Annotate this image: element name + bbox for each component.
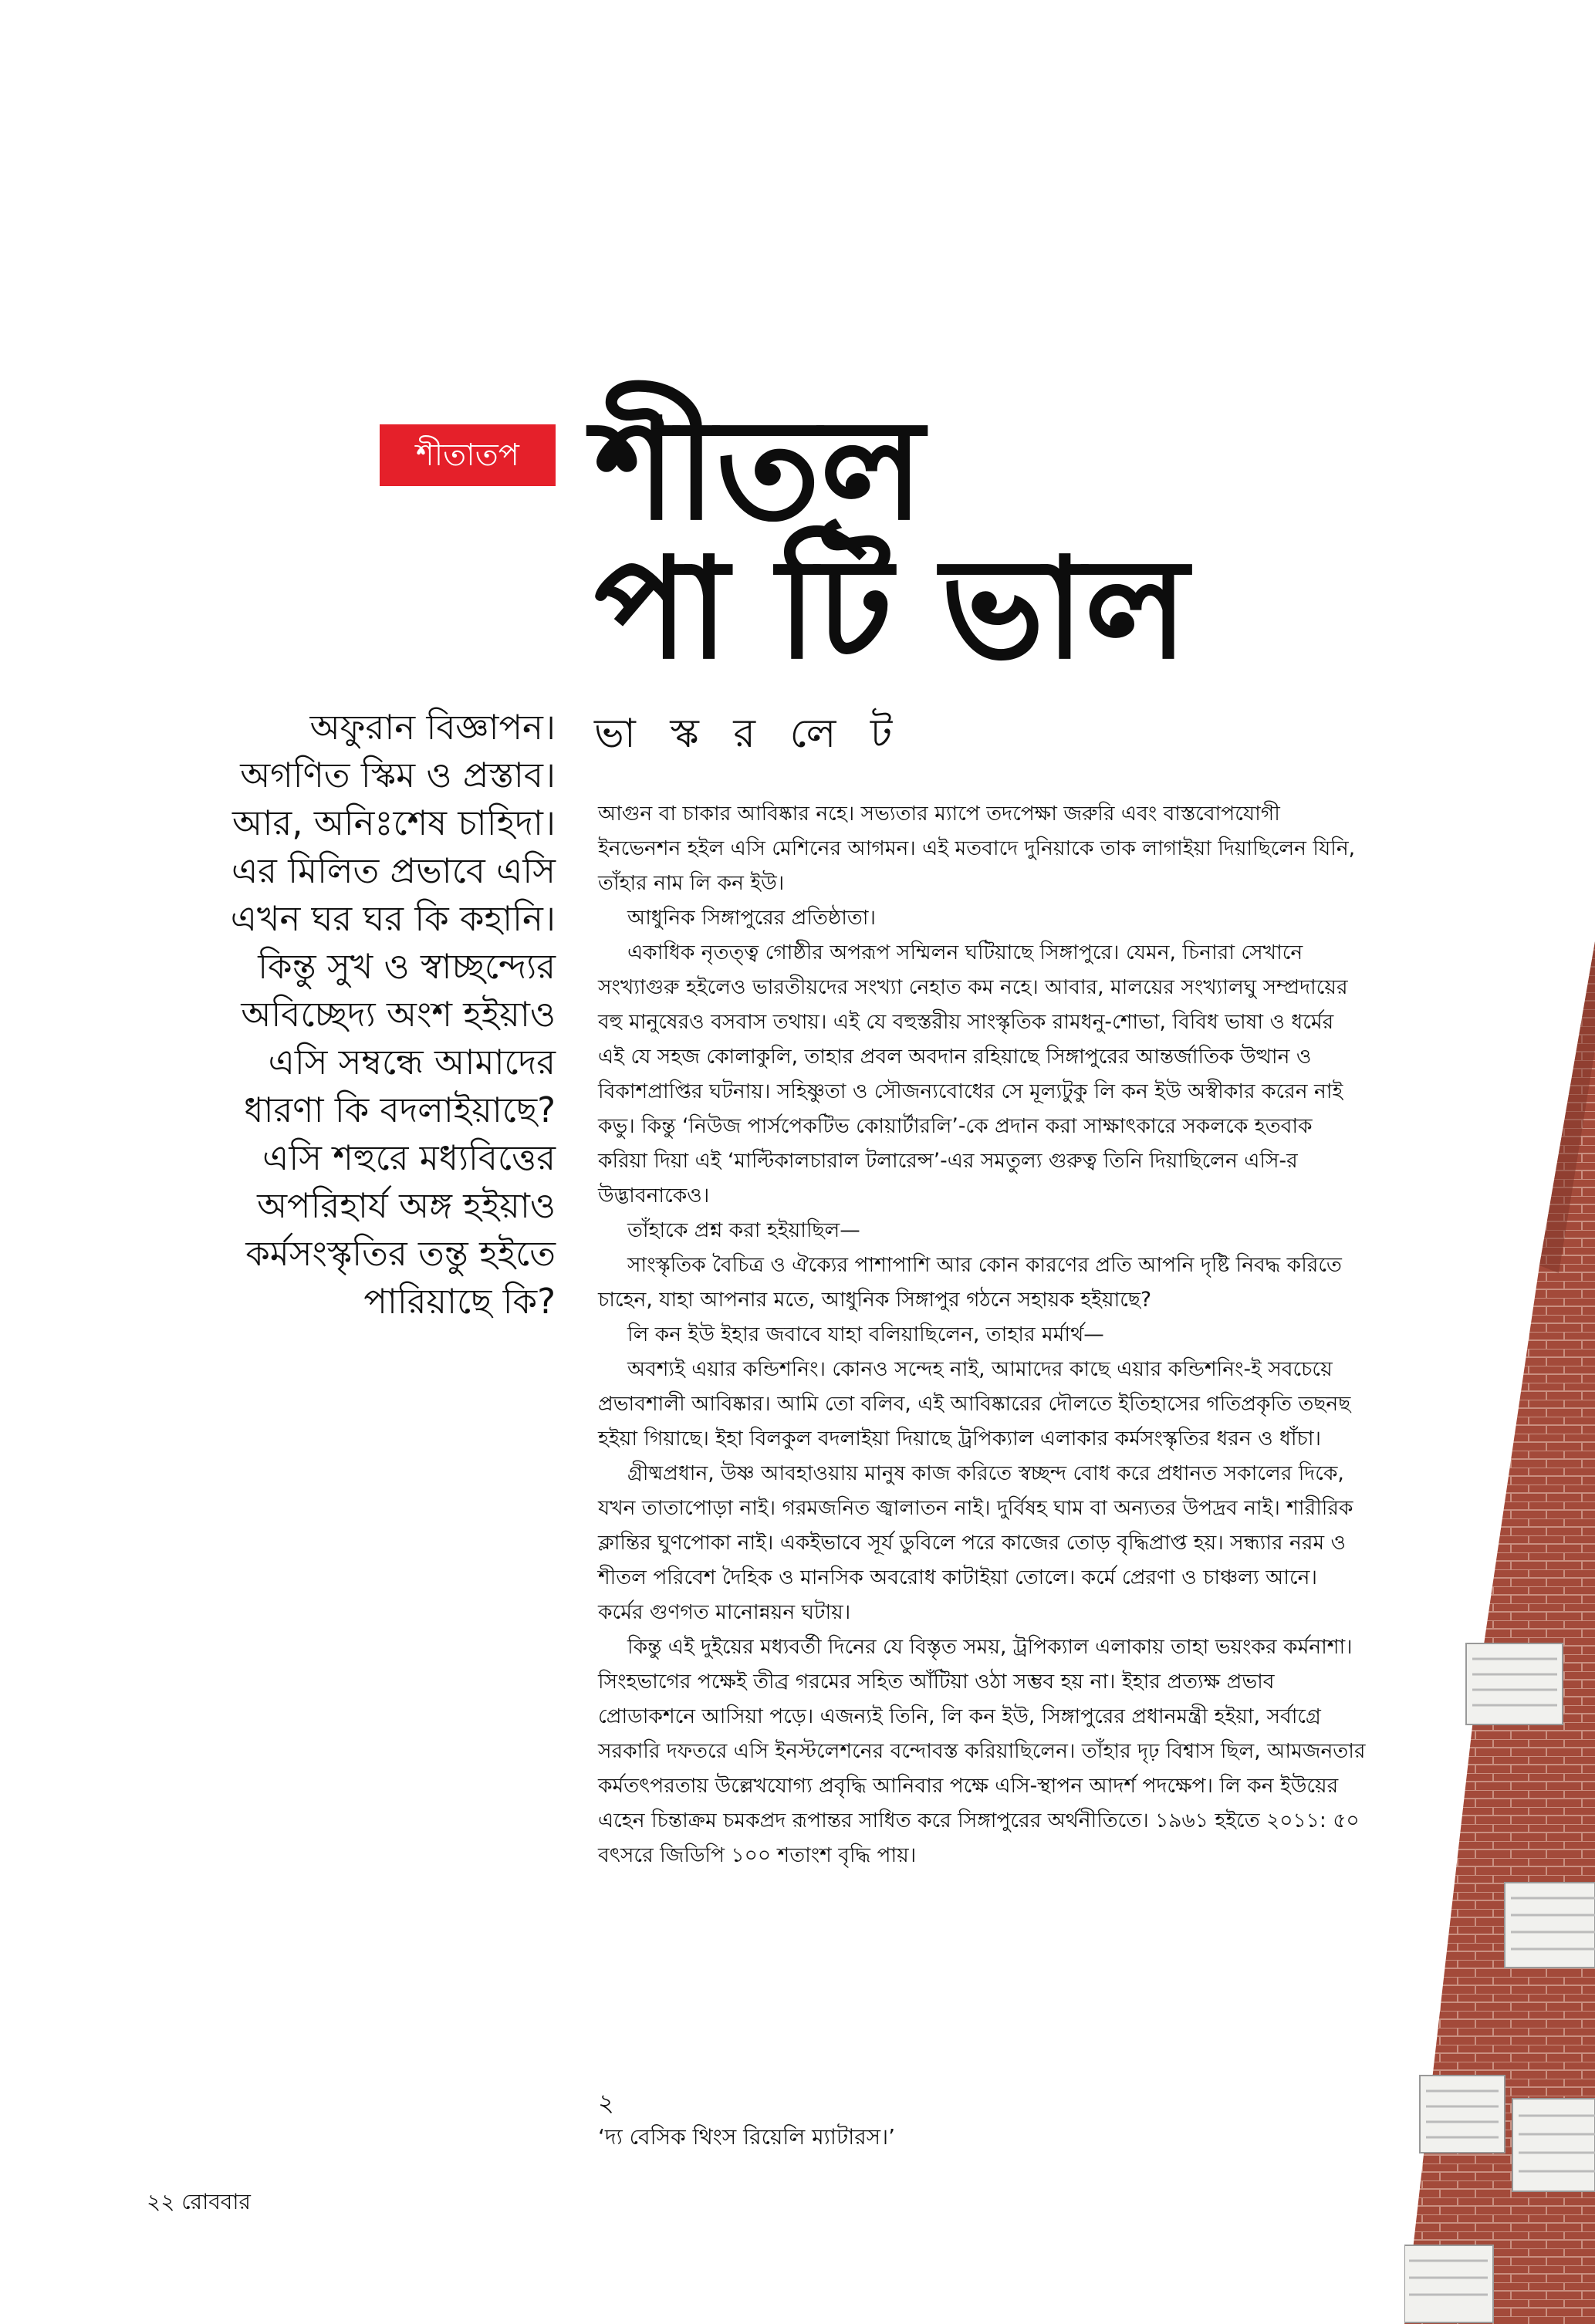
pull-quote-line: পারিয়াছে কি? — [363, 1281, 556, 1322]
headline-line-1: শীতল — [594, 390, 924, 551]
pull-quote-line: কিন্তু সুখ ও স্বাচ্ছন্দ্যের — [258, 946, 556, 987]
article-paragraph: কিন্তু এই দুইয়ের মধ্যবর্তী দিনের যে বিস্তৃত সময়, ট্রপিক্যাল এলাকায় তাহা ভয়ংকর কর্মনাশা। সিংহভাগের পক্ষেই তীব্র গরমের সহিত আঁটিয়া ওঠা সম্ভব হয় না। ইহার প্রত্যক্ষ প্রভাব প্রোডাকশনে আসিয়া পড়ে। এজন্যই তিনি, লি কন ইউ, সিঙ্গাপুরের প্রধানমন্ত্রী হইয়া, সর্বাগ্রে সরকারি দফতরে এসি ইনস্টলেশনের বন্দোবস্ত করিয়াছিলেন। তাঁহার দৃঢ় বিশ্বাস ছিল, আমজনতার কর্মতৎপরতায় উল্লেখযোগ্য প্রবৃদ্ধি আনিবার পক্ষে এসি-স্থাপন আদর্শ পদক্ষেপ। লি কন ইউয়ের এহেন চিন্তাক্রম চমকপ্রদ রূপান্তর সাধিত করে সিঙ্গাপুরের অর্থনীতিতে। ১৯৬১ হইতে ২০১১: ৫০ বৎসরে জিডিপি ১০০ শতাংশ বৃদ্ধি পায়। — [598, 1635, 1366, 1867]
ac-unit-2 — [1505, 1883, 1595, 1968]
pull-quote — [147, 704, 556, 1326]
article-paragraph: তাঁহাকে প্রশ্ন করা হইয়াছিল— — [627, 1218, 860, 1242]
pull-quote-line: আর, অনিঃশেষ চাহিদা। — [231, 802, 556, 843]
pull-quote-line: এর মিলিত প্রভাবে এসি — [231, 850, 556, 891]
byline: ভা স্ক র লে ট — [594, 711, 904, 757]
article-paragraph: অবশ্যই এয়ার কন্ডিশনিং। কোনও সন্দেহ নাই, আমাদের কাছে এয়ার কন্ডিশনিং-ই সবচেয়ে প্রভাবশালী আবিষ্কার। আমি তো বলিব, এই আবিষ্কারের দৌলতে ইতিহাসের গতিপ্রকৃতি তছনছ হইয়া গিয়াছে। ইহা বিলকুল বদলাইয়া দিয়াছে ট্রপিক্যাল এলাকার কর্মসংস্কৃতির ধরন ও ধাঁচা। — [598, 1357, 1351, 1451]
article-paragraph: আধুনিক সিঙ্গাপুরের প্রতিষ্ঠাতা। — [627, 906, 876, 930]
article-paragraph: লি কন ইউ ইহার জবাবে যাহা বলিয়াছিলেন, তাহার মর্মার্থ— — [627, 1322, 1104, 1346]
ac-unit-3 — [1420, 2076, 1505, 2153]
brick-building-illustration — [1404, 941, 1595, 2324]
pull-quote-line: কর্মসংস্কৃতির তন্তু হইতে — [245, 1233, 556, 1274]
article-paragraph: গ্রীষ্মপ্রধান, উষ্ণ আবহাওয়ায় মানুষ কাজ করিতে স্বচ্ছন্দ বোধ করে প্রধানত সকালের দিকে, যখন তাতাপোড়া নাই। গরমজনিত জ্বালাতন নাই। দুর্বিষহ ঘাম বা অন্যতর উপদ্রব নাই। শারীরিক ক্লান্তির ঘুণপোকা নাই। একইভাবে সূর্য ডুবিলে পরে কাজের তোড় বৃদ্ধিপ্রাপ্ত হয়। সন্ধ্যার নরম ও শীতল পরিবেশ দৈহিক ও মানসিক অবরোধ কাটাইয়া তোলে। কর্মে প্রেরণা ও চাঞ্চল্য আনে। কর্মের গুণগত মানোন্নয়ন ঘটায়। — [598, 1461, 1353, 1624]
pull-quote-line: অফুরান বিজ্ঞাপন। — [309, 707, 556, 748]
article-body — [598, 796, 1366, 1873]
pull-quote-line: ধারণা কি বদলাইয়াছে? — [244, 1089, 556, 1130]
pull-quote-line: অবিচ্ছেদ্য অংশ হইয়াও — [241, 994, 556, 1035]
building-photo — [1404, 941, 1595, 2324]
pull-quote-line: এখন ঘর ঘর কি কহানি। — [230, 898, 556, 939]
headline-line-2: পা টি ভাল — [594, 529, 1188, 690]
article-paragraph: আগুন বা চাকার আবিষ্কার নহে। সভ্যতার ম্যাপে তদপেক্ষা জরুরি এবং বাস্তবোপযোগী ইনভেনশন হইল এসি মেশিনের আগমন। এই মতবাদে দুনিয়াকে তাক লাগাইয়া দিয়াছিলেন যিনি, তাঁহার নাম লি কন ইউ। — [598, 802, 1356, 895]
ac-unit-5 — [1404, 2245, 1493, 2322]
pull-quote-line: এসি সম্বন্ধে আমাদের — [268, 1042, 556, 1083]
ac-unit-4 — [1512, 2099, 1595, 2191]
ac-unit-1 — [1466, 1643, 1563, 1724]
pull-quote-line: এসি শহুরে মধ্যবিত্তের — [262, 1137, 556, 1178]
headline — [594, 390, 1289, 690]
pull-quote-line: অপরিহার্য অঙ্গ হইয়াও — [257, 1185, 556, 1226]
section-quote: ‘দ্য বেসিক থিংস রিয়েলি ম্যাটারস।’ — [598, 2124, 896, 2150]
article-paragraph: একাধিক নৃতত্ত্ব গোষ্ঠীর অপরূপ সম্মিলন ঘটিয়াছে সিঙ্গাপুরে। যেমন, চিনারা সেখানে সংখ্যাগুরু হইলেও ভারতীয়দের সংখ্যা নেহাত কম নহে। আবার, মালয়ের সংখ্যালঘু সম্প্রদায়ের বহু মানুষেরও বসবাস তথায়। এই যে বহুস্তরীয় সাংস্কৃতিক রামধনু-শোভা, বিবিধ ভাষা ও ধর্মের এই যে সহজ কোলাকুলি, তাহার প্রবল অবদান রহিয়াছে সিঙ্গাপুরের আন্তর্জাতিক উত্থান ও বিকাশপ্রাপ্তির ঘটনায়। সহিষ্ণুতা ও সৌজন্যবোধের সে মূল্যটুকু লি কন ইউ অস্বীকার করেন নাই কভু। কিন্তু ‘নিউজ পার্সপেকটিভ কোয়ার্টারলি’-কে প্রদান করা সাক্ষাৎকারে সকলকে হতবাক করিয়া দিয়া এই ‘মাল্টিকালচারাল টলারেন্স’-এর সমতুল্য গুরুত্ব তিনি দিয়াছিলেন এসি-র উদ্ভাবনাকেও। — [598, 941, 1348, 1208]
section-tag: শীতাতপ — [380, 424, 556, 486]
article-paragraph: সাংস্কৃতিক বৈচিত্র ও ঐক্যের পাশাপাশি আর কোন কারণের প্রতি আপনি দৃষ্টি নিবদ্ধ করিতে চাহেন, যাহা আপনার মতে, আধুনিক সিঙ্গাপুর গঠনে সহায়ক হইয়াছে? — [598, 1253, 1342, 1312]
page-folio: ২২ রোববার — [147, 2189, 251, 2214]
pull-quote-line: অগণিত স্কিম ও প্রস্তাব। — [240, 755, 556, 795]
section-number: ২ — [598, 2088, 614, 2117]
